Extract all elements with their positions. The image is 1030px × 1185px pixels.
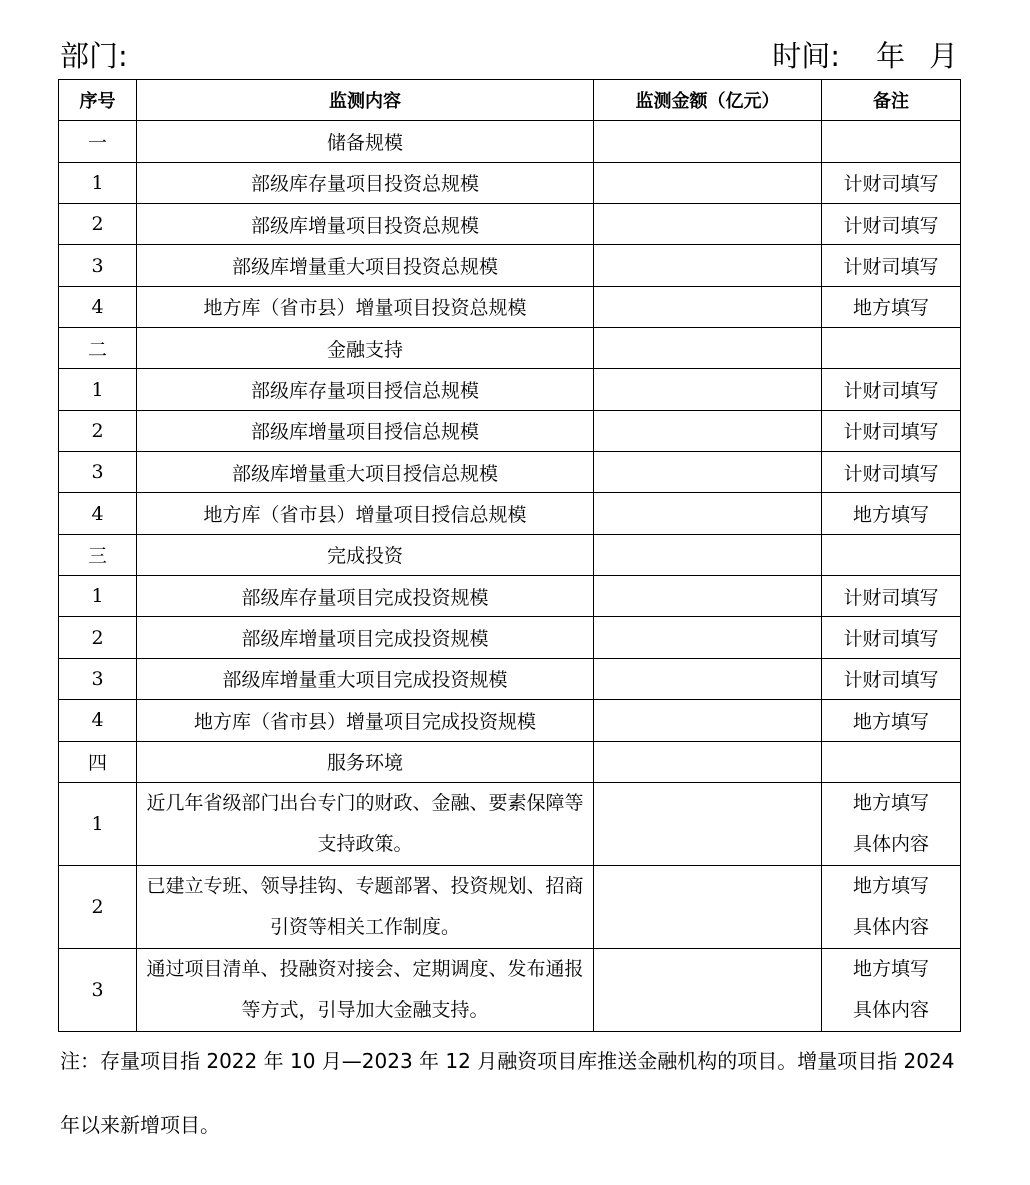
row-note: 计财司填写 <box>822 658 961 699</box>
amount-cell[interactable] <box>594 865 822 948</box>
table-row <box>59 782 961 865</box>
row-number: 3 <box>59 948 137 1031</box>
section-row <box>59 534 961 575</box>
row-number: 3 <box>59 452 137 493</box>
row-number: 1 <box>59 162 137 203</box>
amount-cell[interactable] <box>594 410 822 451</box>
time-field <box>772 36 958 76</box>
section-index: 四 <box>59 741 137 782</box>
year-label: 年 <box>875 39 905 73</box>
row-note: 计财司填写 <box>822 369 961 410</box>
amount-cell[interactable] <box>594 121 822 162</box>
row-content <box>137 782 594 865</box>
content-line-2: 引资等相关工作制度。 <box>269 915 460 938</box>
row-content: 部级库增量重大项目授信总规模 <box>137 452 594 493</box>
row-content <box>137 865 594 948</box>
row-number: 1 <box>59 369 137 410</box>
content-line-1: 近几年省级部门出台专门的财政、金融、要素保障等 <box>146 791 584 814</box>
table-row <box>59 700 961 741</box>
row-number: 1 <box>59 576 137 617</box>
row-note: 计财司填写 <box>822 576 961 617</box>
row-note <box>822 948 961 1031</box>
note-cell <box>822 328 961 369</box>
row-content: 部级库增量项目投资总规模 <box>137 204 594 245</box>
column-header-content: 监测内容 <box>137 80 594 121</box>
time-label: 时间: <box>772 39 840 73</box>
table-row <box>59 369 961 410</box>
section-row <box>59 328 961 369</box>
row-note: 计财司填写 <box>822 204 961 245</box>
row-note: 地方填写 <box>822 493 961 534</box>
row-content: 部级库增量项目完成投资规模 <box>137 617 594 658</box>
table-row <box>59 493 961 534</box>
department-label: 部门: <box>60 39 128 73</box>
row-note: 计财司填写 <box>822 410 961 451</box>
note-line-2: 具体内容 <box>852 998 929 1021</box>
section-index: 三 <box>59 534 137 575</box>
table-row <box>59 948 961 1031</box>
note-line-1: 地方填写 <box>852 874 929 897</box>
table-row <box>59 286 961 327</box>
row-content <box>137 948 594 1031</box>
amount-cell[interactable] <box>594 286 822 327</box>
amount-cell[interactable] <box>594 534 822 575</box>
content-line-2: 支持政策。 <box>317 832 413 855</box>
column-header-amount: 监测金额（亿元） <box>594 80 822 121</box>
row-note: 计财司填写 <box>822 452 961 493</box>
section-row <box>59 121 961 162</box>
row-number: 3 <box>59 245 137 286</box>
content-line-2: 等方式，引导加大金融支持。 <box>241 998 489 1021</box>
row-content: 部级库增量重大项目完成投资规模 <box>137 658 594 699</box>
column-header-note: 备注 <box>822 80 961 121</box>
note-cell <box>822 741 961 782</box>
row-number: 2 <box>59 204 137 245</box>
row-number: 1 <box>59 782 137 865</box>
row-note: 地方填写 <box>822 286 961 327</box>
table-row <box>59 410 961 451</box>
amount-cell[interactable] <box>594 162 822 203</box>
amount-cell[interactable] <box>594 452 822 493</box>
amount-cell[interactable] <box>594 576 822 617</box>
footnote-line-2: 年以来新增项目。 <box>60 1113 220 1137</box>
section-row <box>59 741 961 782</box>
note-line-1: 地方填写 <box>852 957 929 980</box>
content-line-1: 已建立专班、领导挂钩、专题部署、投资规划、招商 <box>146 874 584 897</box>
row-note: 计财司填写 <box>822 162 961 203</box>
row-content: 地方库（省市县）增量项目完成投资规模 <box>137 700 594 741</box>
amount-cell[interactable] <box>594 948 822 1031</box>
table-row <box>59 617 961 658</box>
row-note: 计财司填写 <box>822 245 961 286</box>
section-index: 一 <box>59 121 137 162</box>
row-content: 地方库（省市县）增量项目投资总规模 <box>137 286 594 327</box>
row-content: 部级库存量项目授信总规模 <box>137 369 594 410</box>
table-row <box>59 452 961 493</box>
amount-cell[interactable] <box>594 700 822 741</box>
row-content: 部级库增量重大项目投资总规模 <box>137 245 594 286</box>
row-number: 4 <box>59 700 137 741</box>
monitoring-table <box>58 79 961 1032</box>
amount-cell[interactable] <box>594 204 822 245</box>
section-title: 服务环境 <box>137 741 594 782</box>
amount-cell[interactable] <box>594 782 822 865</box>
note-line-1: 地方填写 <box>852 791 929 814</box>
amount-cell[interactable] <box>594 493 822 534</box>
table-row <box>59 162 961 203</box>
row-number: 4 <box>59 493 137 534</box>
row-number: 2 <box>59 865 137 948</box>
footnote-line-1: 注：存量项目指 2022 年 10 月—2023 年 12 月融资项目库推送金融机构的项目。增量项目指 2024 <box>60 1049 955 1073</box>
note-line-2: 具体内容 <box>852 915 929 938</box>
note-cell <box>822 534 961 575</box>
content-line-1: 通过项目清单、投融资对接会、定期调度、发布通报 <box>146 957 584 980</box>
row-number: 3 <box>59 658 137 699</box>
amount-cell[interactable] <box>594 245 822 286</box>
section-title: 储备规模 <box>137 121 594 162</box>
row-number: 2 <box>59 410 137 451</box>
table-row <box>59 245 961 286</box>
row-note: 地方填写 <box>822 700 961 741</box>
section-index: 二 <box>59 328 137 369</box>
row-number: 4 <box>59 286 137 327</box>
amount-cell[interactable] <box>594 741 822 782</box>
table-row <box>59 658 961 699</box>
amount-cell[interactable] <box>594 369 822 410</box>
note-cell <box>822 121 961 162</box>
row-note: 计财司填写 <box>822 617 961 658</box>
column-header-index: 序号 <box>59 80 137 121</box>
amount-cell[interactable] <box>594 328 822 369</box>
section-title: 完成投资 <box>137 534 594 575</box>
section-title: 金融支持 <box>137 328 594 369</box>
amount-cell[interactable] <box>594 658 822 699</box>
table-row <box>59 204 961 245</box>
row-content: 部级库存量项目投资总规模 <box>137 162 594 203</box>
table-row <box>59 865 961 948</box>
row-content: 部级库存量项目完成投资规模 <box>137 576 594 617</box>
row-number: 2 <box>59 617 137 658</box>
amount-cell[interactable] <box>594 617 822 658</box>
row-content: 部级库增量项目授信总规模 <box>137 410 594 451</box>
row-note <box>822 782 961 865</box>
table-row <box>59 576 961 617</box>
month-label: 月 <box>928 39 958 73</box>
row-note <box>822 865 961 948</box>
row-content: 地方库（省市县）增量项目授信总规模 <box>137 493 594 534</box>
table-header-row <box>59 80 961 121</box>
note-line-2: 具体内容 <box>852 832 929 855</box>
